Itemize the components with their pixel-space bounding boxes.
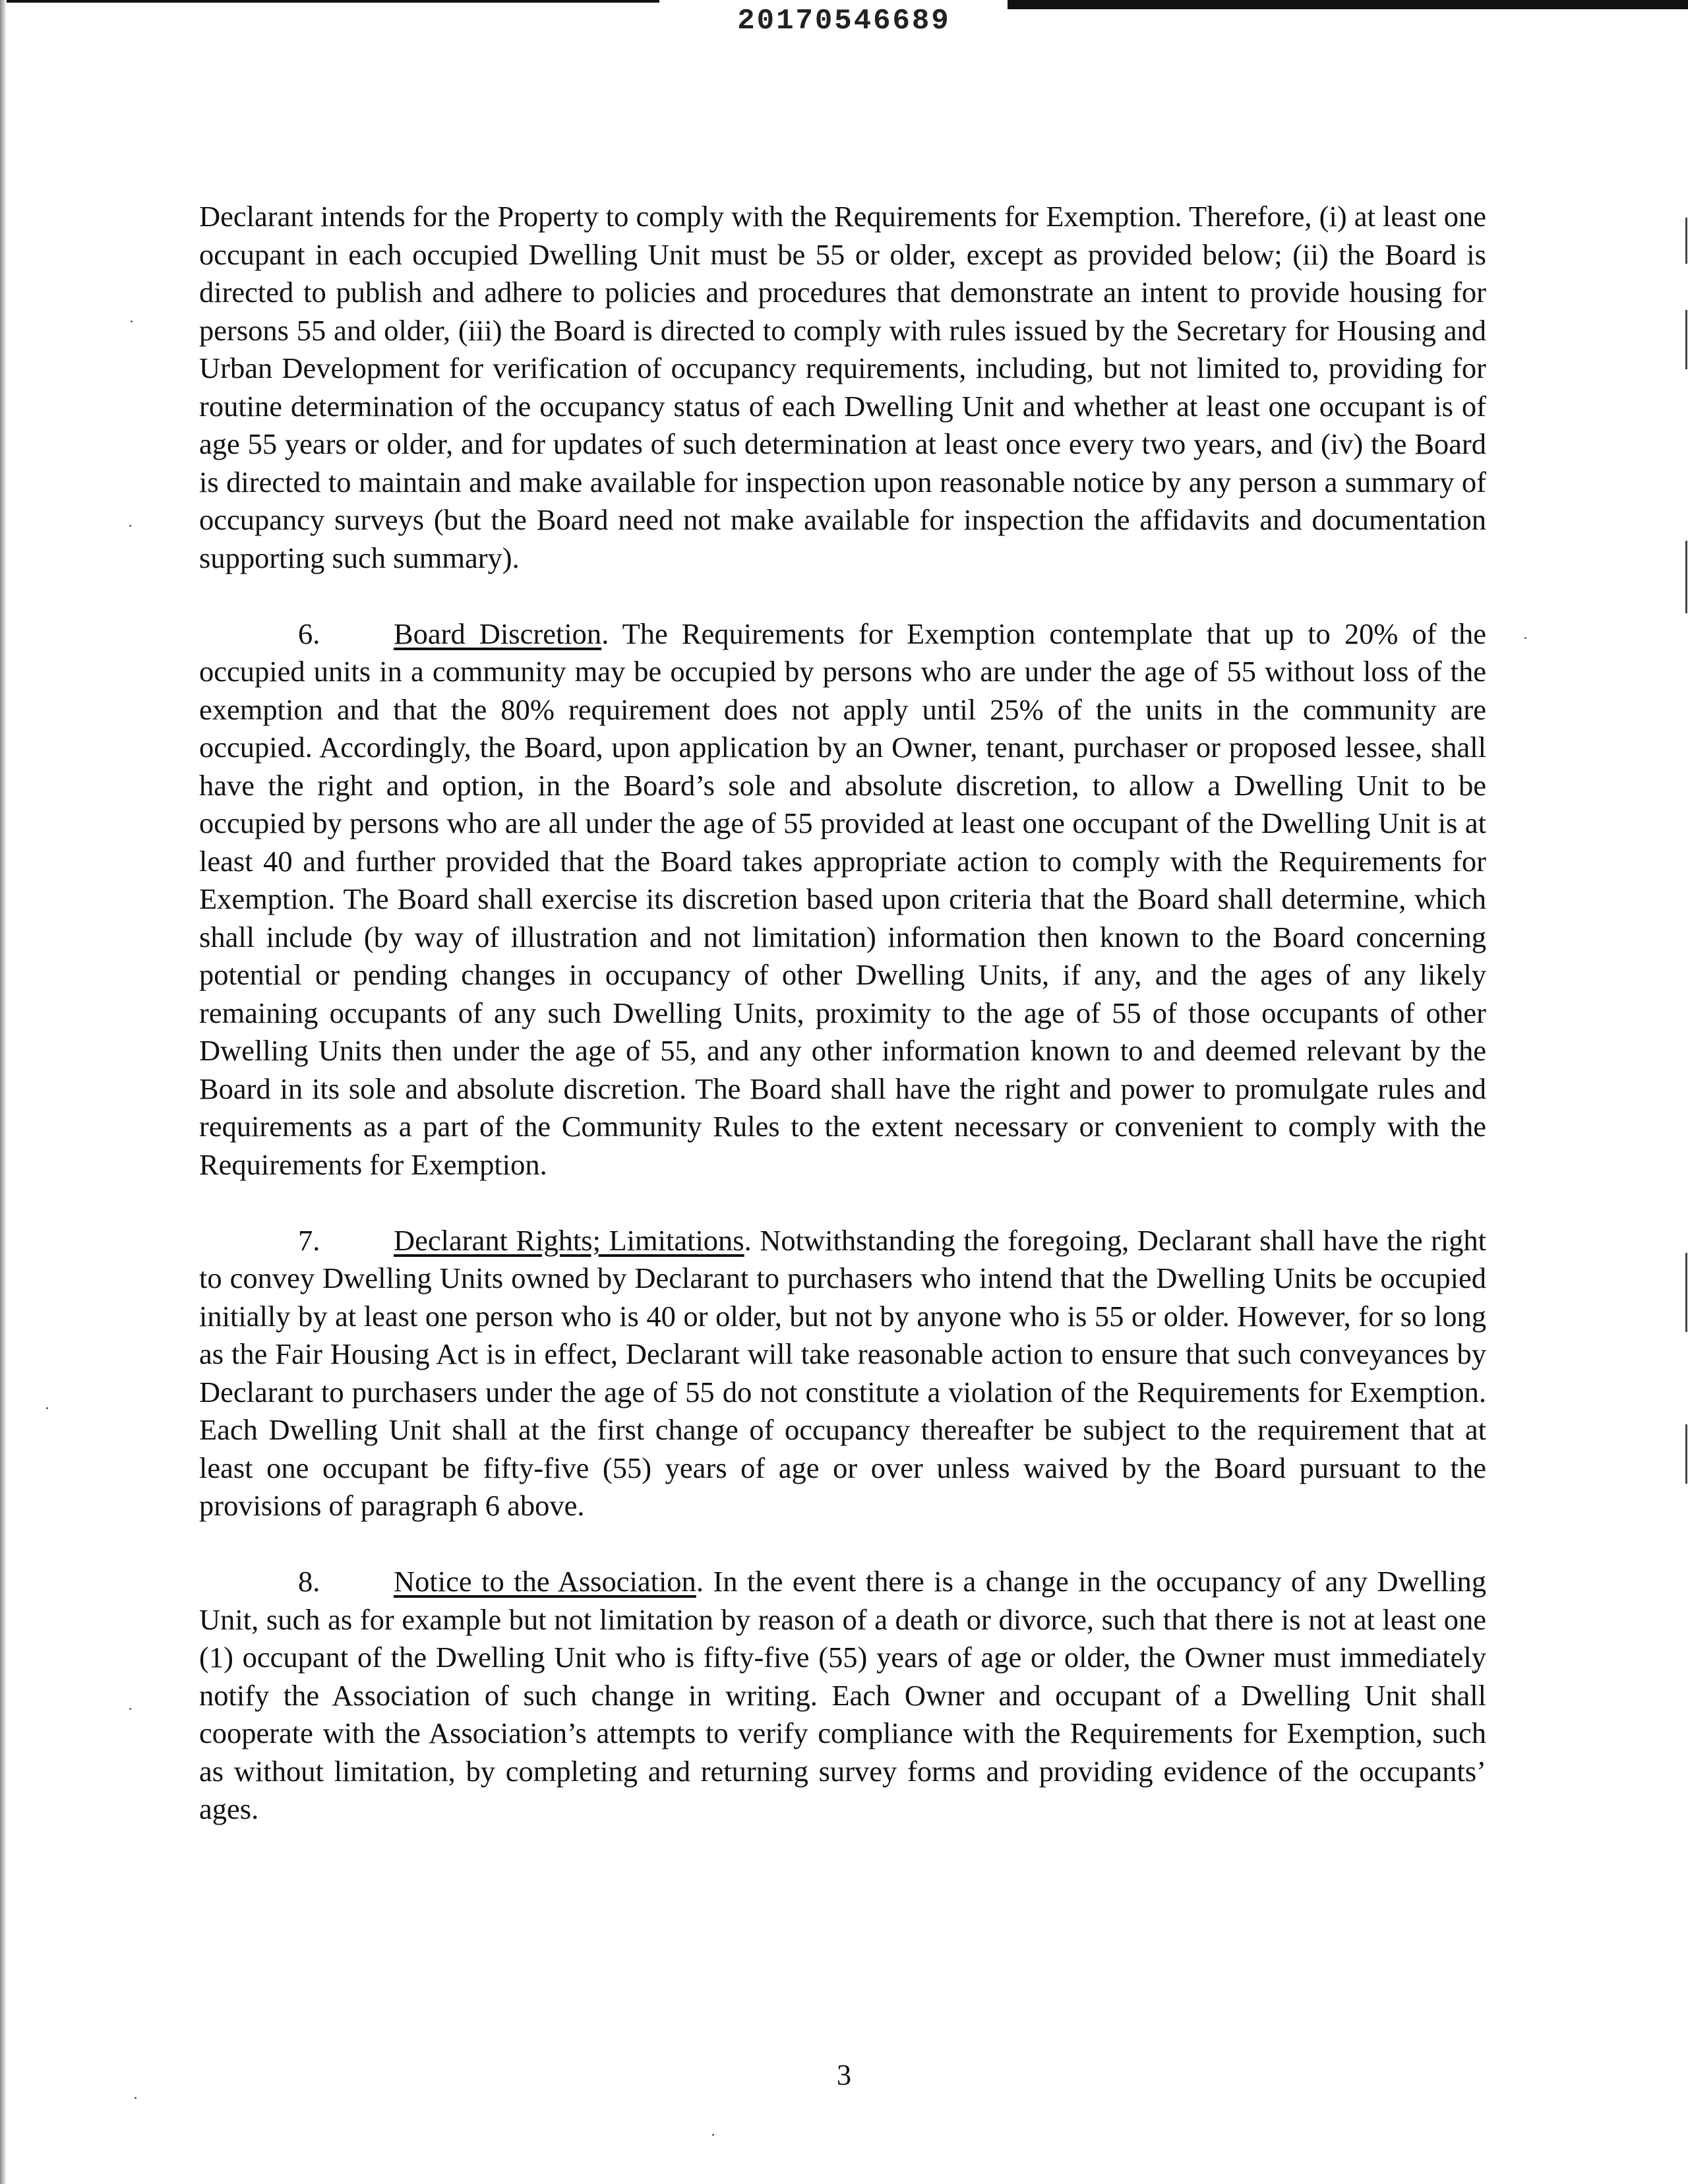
scan-speck: [46, 1407, 48, 1409]
scan-speck: [712, 2134, 714, 2136]
paragraph-intro: [199, 198, 1486, 577]
scan-mark-right: [1685, 1253, 1687, 1332]
scan-speck: [129, 1708, 131, 1710]
section-number: 8.: [298, 1565, 320, 1598]
scan-mark-right: [1685, 1424, 1687, 1484]
scan-mark-right: [1685, 541, 1687, 613]
paragraph-text: . Notwithstanding the foregoing, Declarant shall have the right to convey Dwelling Units owned by Declarant to purchasers who intend that the Dwelling Units be occupied initially by at least one person who is 40 or older, but not by anyone who is 55 or older. However, for so long as the Fair Housing Act is in effect, Declarant will take reasonable action to ensure that such conveyances by Declarant to purchasers under the age of 55 do not constitute a violation of the Requirements for Exemption. Each Dwelling Unit shall at the first change of occupancy thereafter be subject to the requirement that at least one occupant be fifty-five (55) years of age or over unless waived by the Board pursuant to the provisions of paragraph 6 above.: [199, 1223, 1486, 1522]
scan-speck: [131, 320, 133, 322]
section-heading: Notice to the Association: [394, 1565, 696, 1598]
document-number: 20170546689: [737, 5, 951, 38]
section-heading: Board Discretion: [394, 617, 602, 650]
scan-speck: [1524, 637, 1526, 639]
paragraph-7-declarant-rights: [199, 1222, 1486, 1525]
scan-edge-left: [0, 0, 7, 2184]
section-number: 6.: [298, 617, 320, 650]
document-body: [199, 198, 1486, 1866]
section-number: 7.: [298, 1223, 320, 1257]
paragraph-6-board-discretion: [199, 615, 1486, 1184]
section-heading: Declarant Rights; Limitations: [394, 1223, 744, 1257]
scan-mark-right: [1685, 310, 1687, 369]
paragraph-8-notice-to-association: [199, 1563, 1486, 1829]
scan-mark-right: [1685, 218, 1687, 264]
paragraph-text: . The Requirements for Exemption contemplate that up to 20% of the occupied units in a community may be occupied by persons who are under the age of 55 without loss of the exemption and that the 80% requirement does not apply until 25% of the units in the community are occupied. Accordingly, the Board, upon application by an Owner, tenant, purchaser or proposed lessee, shall have the right and option, in the Board’s sole and absolute discretion, to allow a Dwelling Unit to be occupied by persons who are all under the age of 55 provided at least one occupant of the Dwelling Unit is at least 40 and further provided that the Board takes appropriate action to comply with the Requirements for Exemption. The Board shall exercise its discretion based upon criteria that the Board shall determine, which shall include (by way of illustration and not limitation) information then known to the Board concerning potential or pending changes in occupancy of other Dwelling Units, if any, and the ages of any likely remaining occupants of any such Dwelling Units, proximity to the age of 55 of those occupants of other Dwelling Units then under the age of 55, and any other information known to and deemed relevant by the Board in its sole and absolute discretion. The Board shall have the right and power to promulgate rules and requirements as a part of the Community Rules to the extent necessary or convenient to comply with the Requirements for Exemption.: [199, 617, 1486, 1181]
scan-speck: [135, 2097, 136, 2099]
paragraph-text: Declarant intends for the Property to comply with the Requirements for Exemption. Therefore, (i) at least one occupant in each occupied Dwelling Unit must be 55 or older, except as provided below; (ii) the Board is directed to publish and adhere to policies and procedures that demonstrate an intent to provide housing for persons 55 and older, (iii) the Board is directed to comply with rules issued by the Secretary for Housing and Urban Development for verification of occupancy requirements, including, but not limited to, providing for routine determination of the occupancy status of each Dwelling Unit and whether at least one occupant is of age 55 years or older, and for updates of such determination at least once every two years, and (iv) the Board is directed to maintain and make available for inspection upon reasonable notice by any person a summary of occupancy surveys (but the Board need not make available for inspection the affidavits and documentation supporting such summary).: [199, 200, 1486, 574]
scan-speck: [129, 525, 131, 527]
paragraph-text: . In the event there is a change in the occupancy of any Dwelling Unit, such as for example but not limitation by reason of a death or divorce, such that there is not at least one (1) occupant of the Dwelling Unit who is fifty-five (55) years of age or older, the Owner must immediately notify the Association of such change in writing. Each Owner and occupant of a Dwelling Unit shall cooperate with the Association’s attempts to verify compliance with the Requirements for Exemption, such as without limitation, by completing and returning survey forms and providing evidence of the occupants’ ages.: [199, 1565, 1486, 1825]
page-number: 3: [836, 2058, 852, 2091]
